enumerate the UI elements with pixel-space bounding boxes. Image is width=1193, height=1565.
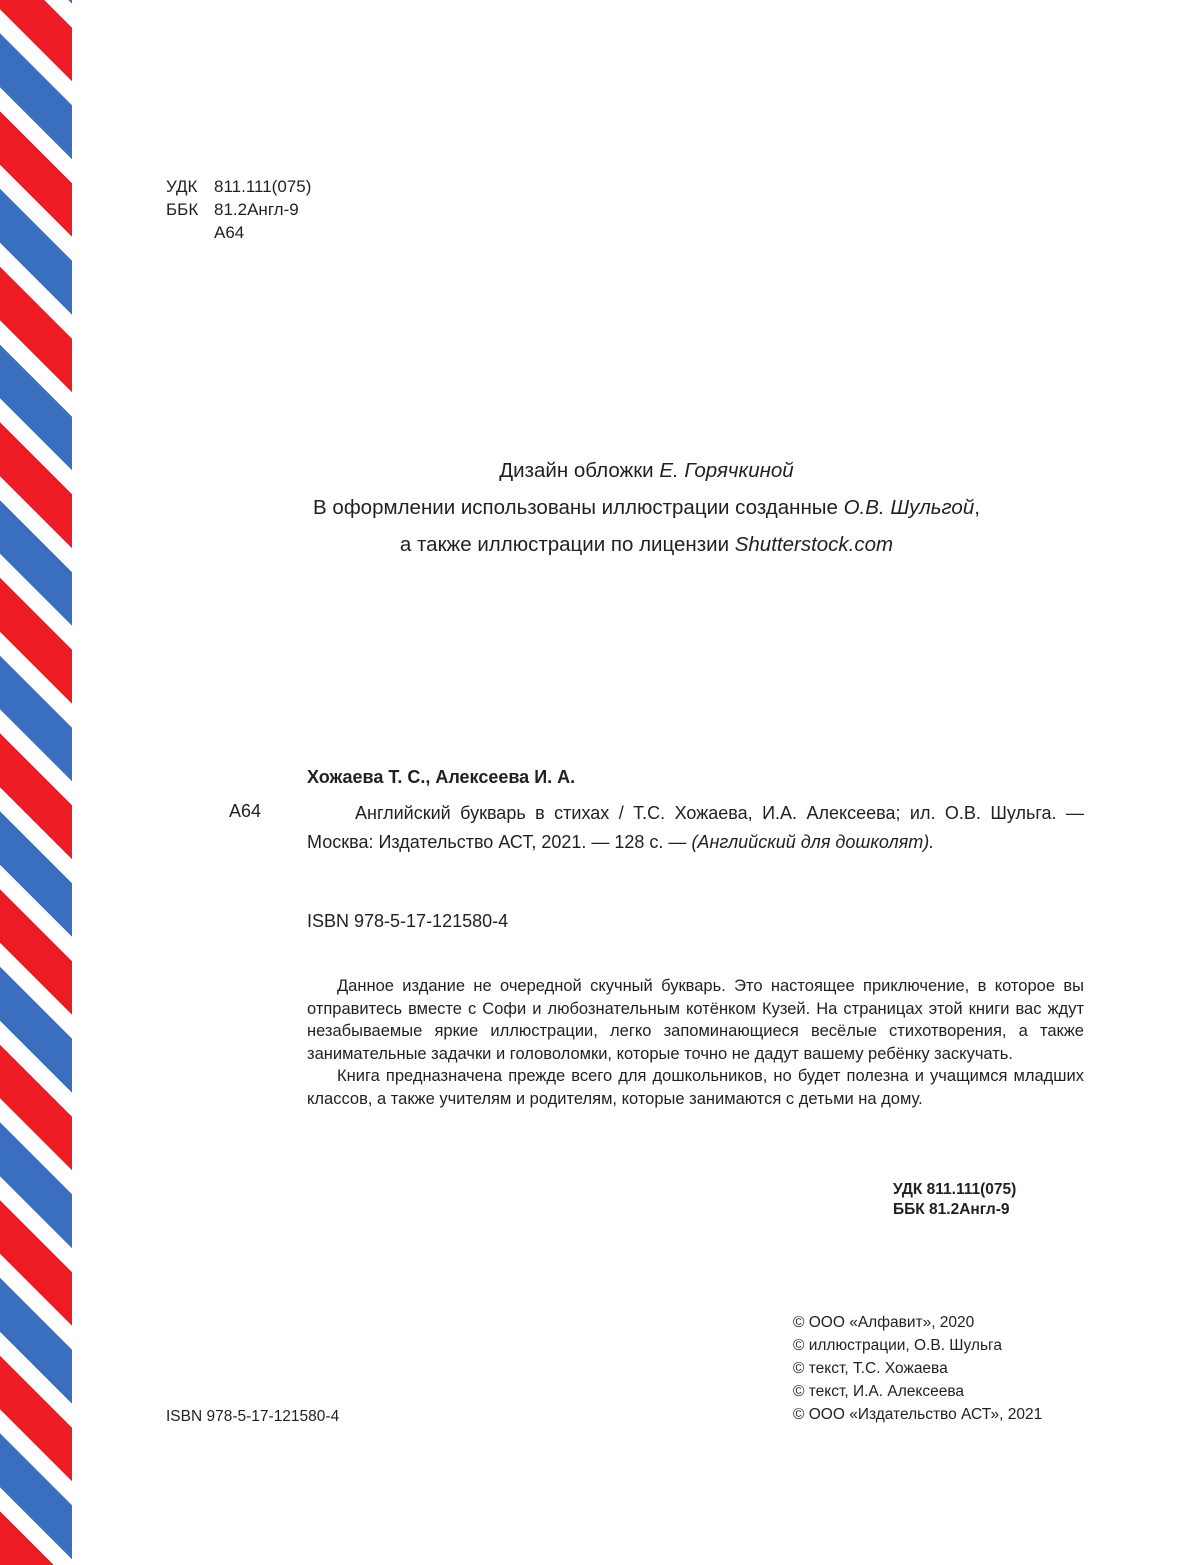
classification-codes	[166, 175, 311, 244]
author-mark: А64	[214, 223, 245, 242]
bibliographic-description	[307, 799, 1084, 857]
bbk-value: 81.2Англ-9	[214, 200, 299, 219]
record-mark: А64	[229, 801, 262, 821]
copyright-list	[793, 1311, 1042, 1426]
credit-name: Shutterstock.com	[734, 533, 894, 556]
record-authors: Хожаева Т. С., Алексеева И. А.	[307, 767, 576, 787]
annotation-paragraph: Данное издание не очередной скучный букварь. Это настоящее приключение, в которое вы отправитесь вместе с Софи и любознательным котёнком Кузей. На страницах этой книги вас ждут незабываемые яркие иллюстрации, легко запоминающиеся весёлые стихотворения, а также занимательные задачки и головоломки, которые точно не дадут вашему ребёнку заскучать.	[307, 977, 1084, 1063]
copyright-line: © ООО «Алфавит», 2020	[793, 1314, 975, 1331]
description-text: Английский букварь в стихах / Т.С. Хожаева, И.А. Алексеева; ил. О.В. Шульга. — Москва: Издательство АСТ, 2021. — 128 с. —	[307, 803, 1084, 852]
annotation-paragraph: Книга предназначена прежде всего для дошкольников, но будет полезна и учащимся младших классов, а также учителям и родителям, которые занимаются с детьми на дому.	[307, 1067, 1084, 1108]
design-credits	[100, 452, 1193, 563]
credit-text: а также иллюстрации по лицензии	[399, 533, 735, 556]
udk-value: 811.111(075)	[214, 177, 312, 196]
credit-name: О.В. Шульгой	[843, 496, 975, 519]
classification-summary	[893, 1180, 1016, 1220]
credit-name: Е. Горячкиной	[659, 459, 794, 482]
udk-code: УДК 811.111(075)	[893, 1181, 1017, 1198]
credit-text: Дизайн обложки	[499, 459, 660, 482]
bbk-label: ББК	[166, 200, 199, 219]
copyright-line: © иллюстрации, О.В. Шульга	[793, 1337, 1002, 1354]
record-isbn: ISBN 978-5-17-121580-4	[307, 911, 509, 931]
udk-label: УДК	[166, 177, 198, 196]
annotation	[307, 975, 1084, 1110]
copyright-line: © текст, И.А. Алексеева	[793, 1383, 964, 1400]
credit-text: В оформлении использованы иллюстрации созданные	[313, 496, 844, 519]
bbk-code: ББК 81.2Англ-9	[893, 1201, 1010, 1218]
footer-isbn: ISBN 978-5-17-121580-4	[166, 1408, 340, 1425]
airmail-stripe-border	[0, 0, 72, 1565]
copyright-line: © ООО «Издательство АСТ», 2021	[793, 1406, 1043, 1423]
credit-text: ,	[974, 496, 980, 519]
copyright-line: © текст, Т.С. Хожаева	[793, 1360, 948, 1377]
series-name: (Английский для дошколят).	[691, 832, 935, 852]
